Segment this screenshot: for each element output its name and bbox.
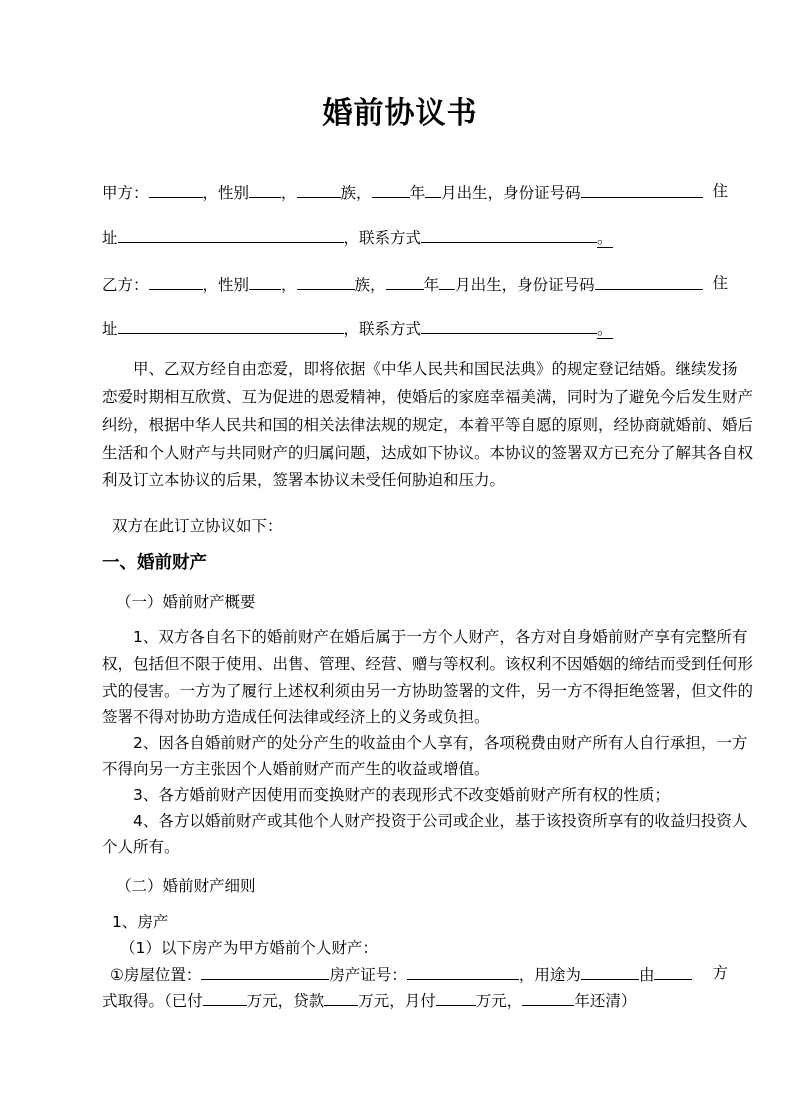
party-a-name-blank bbox=[149, 180, 203, 198]
clause-4-line: 个人所有。 bbox=[102, 838, 180, 856]
party-b-address-blank bbox=[118, 316, 344, 334]
subsection-heading: （二）婚前财产细则 bbox=[116, 877, 256, 895]
party-b-end: 。 bbox=[597, 320, 613, 338]
house-location-blank bbox=[201, 962, 329, 980]
party-a-nation-blank bbox=[297, 180, 341, 198]
party-a-month-blank bbox=[425, 180, 441, 198]
house-item: （1）以下房产为甲方婚前个人财产： bbox=[120, 939, 378, 957]
house-use-blank bbox=[581, 962, 639, 980]
clause-4-line: 4、各方以婚前财产或其他个人财产投资于公司或企业，基于该投资所享有的收益归投资人 bbox=[133, 812, 748, 830]
section-heading: 一、婚前财产 bbox=[102, 553, 207, 573]
clause-1-line: 1、双方各自名下的婚前财产在婚后属于一方个人财产，各方对自身婚前财产享有完整所有 bbox=[133, 628, 748, 646]
party-b-sex-blank bbox=[249, 272, 281, 290]
house-cert-blank bbox=[407, 962, 519, 980]
house-end-label: 年还清） bbox=[574, 992, 637, 1010]
party-b-addr-cont: 址 bbox=[102, 320, 118, 338]
house-detail-line-1 bbox=[110, 962, 728, 986]
document-title: 婚前协议书 bbox=[322, 96, 478, 131]
house-paid-label: 式取得。（已付 bbox=[102, 992, 203, 1010]
party-a-contact-label: ，联系方式 bbox=[343, 229, 422, 247]
party-a-address-blank bbox=[118, 225, 344, 243]
party-b-label: 乙方： bbox=[102, 276, 149, 294]
party-b-contact-label: ，联系方式 bbox=[343, 320, 422, 338]
party-a-sex-blank bbox=[249, 180, 281, 198]
house-monthly-label: 万元，月付 bbox=[358, 992, 436, 1010]
house-years-label: 万元， bbox=[475, 992, 523, 1010]
party-a-sex-label: ，性别 bbox=[202, 184, 250, 202]
preamble-line: 生活和个人财产与共同财产的归属问题，达成如下协议。本协议的签署双方已充分了解其各自权 bbox=[102, 444, 754, 462]
agreement-intro: 双方在此订立协议如下： bbox=[112, 517, 283, 535]
party-b-nation-label: 族， bbox=[354, 276, 386, 294]
house-monthly-blank bbox=[436, 988, 476, 1006]
party-a-nation-label: 族， bbox=[340, 184, 372, 202]
clause-2-line: 2、因各自婚前财产的处分产生的收益由个人享有，各项税费由财产所有人自行承担，一方 bbox=[133, 734, 748, 752]
party-a-line-1: 甲方： ，性别 ， 族， 年 月出生，身份证号码 住 bbox=[102, 182, 728, 202]
party-b-line-1: 乙方： ，性别 ， 族， 年 月出生，身份证号码 住 bbox=[102, 274, 728, 294]
house-paid-blank bbox=[203, 988, 247, 1006]
house-detail-line-2 bbox=[102, 988, 728, 1012]
party-b-year-blank bbox=[386, 272, 424, 290]
party-b-year-label: 年 bbox=[423, 276, 440, 294]
party-a-end: 。 bbox=[597, 229, 613, 247]
party-a-addr-label: 住 bbox=[712, 182, 728, 200]
clause-3-line: 3、各方婚前财产因使用而变换财产的表现形式不改变婚前财产所有权的性质； bbox=[133, 786, 670, 804]
party-b-sex-label: ，性别 bbox=[202, 276, 250, 294]
party-b-line-2 bbox=[102, 316, 728, 340]
house-loan-blank bbox=[324, 988, 358, 1006]
preamble-line: 甲、乙双方经自由恋爱，即将依据《中华人民共和国民法典》的规定登记结婚。继续发扬 bbox=[133, 360, 738, 378]
house-use-label: ，用途为 bbox=[518, 966, 581, 984]
house-by-blank bbox=[654, 962, 692, 980]
party-a-addr-cont: 址 bbox=[102, 229, 118, 247]
party-b-addr-label: 住 bbox=[712, 274, 728, 292]
party-a-line-2 bbox=[102, 225, 728, 249]
house-cert-label: 房产证号： bbox=[329, 966, 407, 984]
house-heading: 1、房产 bbox=[112, 913, 169, 931]
clause-1-line: 签署不得对协助方造成任何法律或经济上的义务或负担。 bbox=[102, 708, 490, 726]
party-b-nation-blank bbox=[297, 272, 355, 290]
party-a-label: 甲方： bbox=[102, 184, 149, 202]
party-a-id-blank bbox=[581, 180, 703, 198]
clause-1-line: 式的侵害。一方为了履行上述权利须由另一方协助签署的文件，另一方不得拒绝签署，但文件的 bbox=[102, 682, 754, 700]
party-a-year-blank bbox=[372, 180, 410, 198]
preamble-line: 恋爱时期相互欣赏、互为促进的恩爱精神，使婚后的家庭幸福美满，同时为了避免今后发生财产 bbox=[102, 388, 754, 406]
clause-1-line: 权，包括但不限于使用、出售、管理、经营、赠与等权利。该权利不因婚姻的缔结而受到任何形 bbox=[102, 655, 754, 673]
party-a-contact-blank bbox=[421, 225, 597, 243]
house-years-blank bbox=[522, 988, 574, 1006]
preamble-line: 纠纷，根据中华人民共和国的相关法律法规的规定，本着平等自愿的原则，经协商就婚前、婚后 bbox=[102, 416, 754, 434]
party-a-year-label: 年 bbox=[409, 184, 426, 202]
house-location-label: ①房屋位置： bbox=[110, 966, 202, 984]
subsection-heading: （一）婚前财产概要 bbox=[116, 593, 256, 611]
party-b-id-blank bbox=[595, 272, 703, 290]
clause-2-line: 不得向另一方主张因个人婚前财产而产生的收益或增值。 bbox=[102, 760, 490, 778]
party-b-month-label: 月出生，身份证号码 bbox=[455, 276, 595, 294]
house-loan-label: 万元，贷款 bbox=[246, 992, 325, 1010]
preamble-line: 利及订立本协议的后果，签署本协议未受任何胁迫和压力。 bbox=[102, 471, 506, 489]
party-b-name-blank bbox=[149, 272, 203, 290]
party-b-contact-blank bbox=[421, 316, 597, 334]
house-way-label: 方 bbox=[712, 964, 728, 982]
party-a-month-label: 月出生，身份证号码 bbox=[441, 184, 581, 202]
house-by-label: 由 bbox=[638, 966, 655, 984]
party-b-month-blank bbox=[439, 272, 455, 290]
